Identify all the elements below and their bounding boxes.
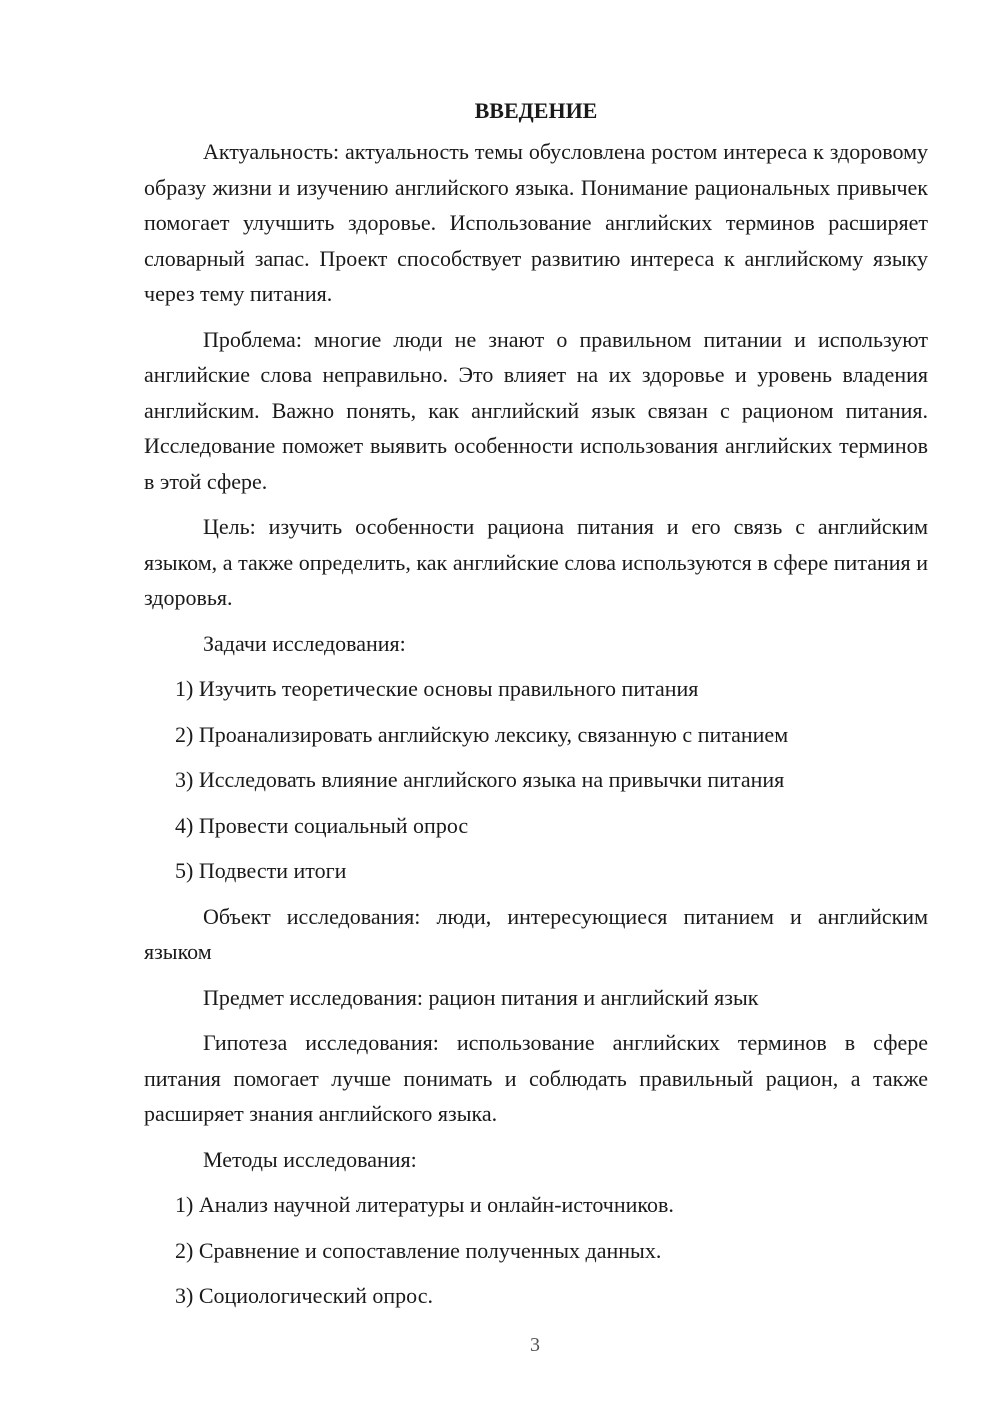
list-item: 1) Изучить теоретические основы правильного питания: [175, 676, 699, 701]
list-item: 3) Социологический опрос.: [175, 1283, 433, 1308]
relevance-paragraph: Актуальность: актуальность темы обусловлена ростом интереса к здоровому образу жизни и изучению английского языка. Понимание рациональных привычек помогает улучшить здоровье. Использование английских терминов расширяет словарный запас. Проект способствует развитию интереса к английскому языку через тему питания.: [144, 139, 928, 306]
document-page: [144, 96, 928, 1324]
list-item: 5) Подвести итоги: [175, 858, 347, 883]
hypothesis-paragraph: Гипотеза исследования: использование английских терминов в сфере питания помогает лучше понимать и соблюдать правильный рацион, а также расширяет знания английского языка.: [144, 1030, 928, 1126]
list-item: 4) Провести социальный опрос: [175, 812, 469, 838]
page-title: ВВЕДЕНИЕ: [474, 98, 598, 123]
goal-paragraph: Цель: изучить особенности рациона питания и его связь с английским языком, а также определить, как английские слова используются в сфере питания и здоровья.: [144, 514, 928, 610]
methods-list: [144, 1187, 928, 1314]
subject-paragraph: Предмет исследования: рацион питания и английский язык: [203, 984, 759, 1010]
methods-heading: Методы исследования:: [203, 1146, 417, 1172]
tasks-heading: Задачи исследования:: [203, 630, 406, 656]
page-number: 3: [530, 1334, 540, 1356]
list-item: 2) Проанализировать английскую лексику, связанную с питанием: [175, 721, 789, 747]
object-paragraph: Объект исследования: люди, интересующиеся питанием и английским языком: [144, 903, 928, 964]
list-item: 3) Исследовать влияние английского языка на привычки питания: [175, 767, 785, 792]
problem-paragraph: Проблема: многие люди не знают о правильном питании и используют английские слова неправильно. Это влияет на их здоровье и уровень владения английским. Важно понять, как английский язык связан с рационом питания. Исследование поможет выявить особенности использования английских терминов в этой сфере.: [144, 326, 928, 494]
tasks-list: [144, 671, 928, 889]
list-item: 2) Сравнение и сопоставление полученных данных.: [175, 1237, 662, 1263]
list-item: 1) Анализ научной литературы и онлайн-источников.: [175, 1192, 674, 1217]
